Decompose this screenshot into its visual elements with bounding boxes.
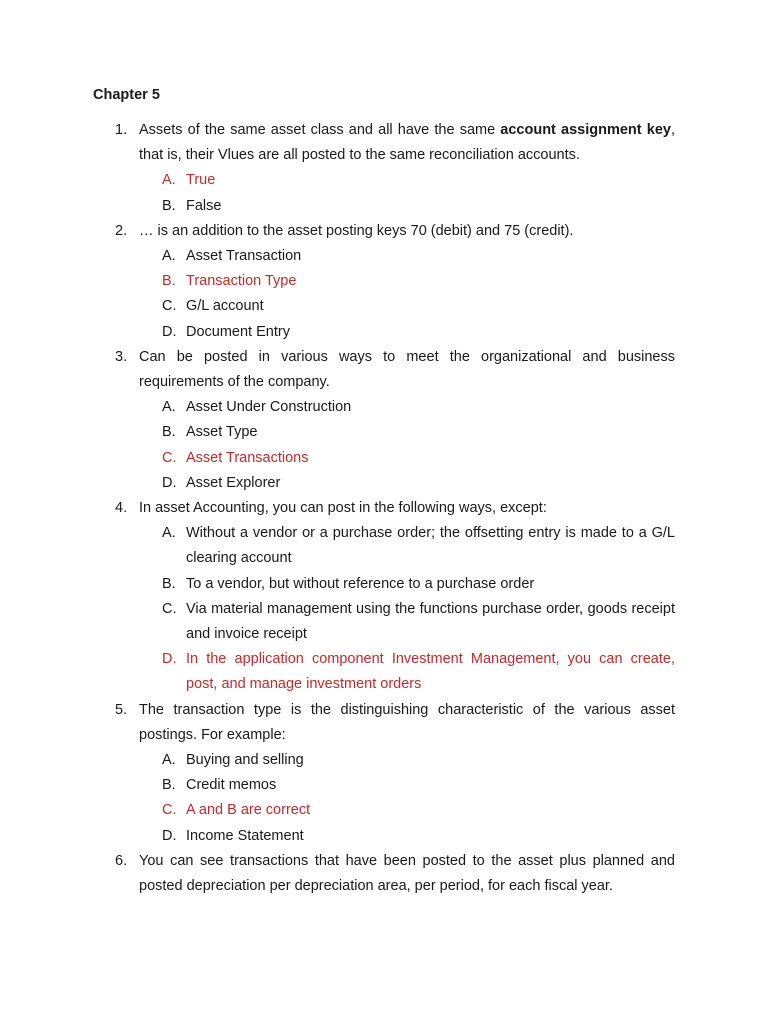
chapter-title: Chapter 5 <box>93 87 160 103</box>
option-text: G/L account <box>186 298 264 315</box>
option-text: In the application component Investment Management, you can create, post, and manage investment orders <box>186 651 675 693</box>
option-text: Buying and selling <box>186 752 304 769</box>
option-text: False <box>186 197 222 214</box>
option-letter: C. <box>162 449 177 466</box>
question-number: 6. <box>115 852 128 869</box>
answer-option <box>0 194 768 219</box>
question-text: Assets of the same asset class and all have the same account assignment key, that is, their Vlues are all posted to the same reconciliation accounts. <box>139 122 676 164</box>
option-letter: B. <box>162 273 176 290</box>
question-number: 1. <box>115 122 128 138</box>
question-number: 2. <box>115 222 128 239</box>
option-text: Credit memos <box>186 777 277 794</box>
answer-option-correct <box>0 798 768 823</box>
option-letter: B. <box>162 777 176 794</box>
answer-option <box>0 320 768 345</box>
option-letter: A. <box>162 525 176 542</box>
option-letter: B. <box>162 575 176 592</box>
option-text: Document Entry <box>186 323 290 340</box>
answer-option <box>0 597 768 647</box>
option-letter: D. <box>162 323 177 340</box>
answer-option <box>0 572 768 597</box>
question-5 <box>0 698 768 748</box>
option-letter: A. <box>162 248 176 265</box>
option-letter: A. <box>162 399 176 416</box>
question-text: … is an addition to the asset posting keys 70 (debit) and 75 (credit). <box>139 222 574 239</box>
option-text: Asset Explorer <box>186 474 281 491</box>
question-2 <box>0 219 768 244</box>
answer-option-correct <box>0 269 768 294</box>
answer-option <box>0 521 768 571</box>
option-text: Transaction Type <box>186 273 297 290</box>
question-6 <box>0 849 768 899</box>
option-text: Asset Type <box>186 424 258 441</box>
question-text: You can see transactions that have been posted to the asset plus planned and posted depreciation per depreciation area, per period, for each fiscal year. <box>139 852 675 895</box>
option-text: A and B are correct <box>186 802 311 819</box>
option-text: Asset Transaction <box>186 248 302 265</box>
answer-option <box>0 420 768 445</box>
answer-option <box>0 294 768 319</box>
bold-term: account assignment <box>500 122 642 138</box>
bold-term: key <box>646 122 671 138</box>
option-text: Without a vendor or a purchase order; the offsetting entry is made to a G/L clearing account <box>186 525 675 567</box>
option-text: True <box>186 172 216 189</box>
option-text: Income Statement <box>186 827 304 844</box>
answer-option <box>0 244 768 269</box>
question-number: 5. <box>115 701 128 718</box>
answer-option <box>0 395 768 420</box>
question-list <box>0 118 768 899</box>
option-letter: A. <box>162 172 176 189</box>
option-letter: A. <box>162 752 176 769</box>
option-text: Asset Transactions <box>186 449 309 466</box>
answer-option-correct <box>0 647 768 697</box>
answer-option-correct <box>0 168 768 193</box>
option-text: To a vendor, but without reference to a purchase order <box>186 575 535 592</box>
question-3 <box>0 345 768 395</box>
option-text: Asset Under Construction <box>186 399 352 416</box>
question-1 <box>0 118 768 168</box>
question-text: Can be posted in various ways to meet the organizational and business requirements of the company. <box>139 348 675 391</box>
option-letter: C. <box>162 298 177 315</box>
option-text: Via material management using the functions purchase order, goods receipt and invoice receipt <box>186 600 675 643</box>
option-letter: D. <box>162 827 177 844</box>
option-letter: D. <box>162 651 177 668</box>
question-number: 3. <box>115 348 128 365</box>
question-text: The transaction type is the distinguishing characteristic of the various asset postings. For example: <box>139 701 675 743</box>
option-letter: C. <box>162 600 177 617</box>
answer-option-correct <box>0 446 768 471</box>
question-4 <box>0 496 768 521</box>
answer-option <box>0 471 768 496</box>
answer-option <box>0 748 768 773</box>
option-letter: B. <box>162 197 176 214</box>
question-text: In asset Accounting, you can post in the following ways, except: <box>139 500 547 517</box>
answer-option <box>0 824 768 849</box>
option-letter: C. <box>162 802 177 819</box>
question-number: 4. <box>115 500 128 517</box>
option-letter: D. <box>162 474 177 491</box>
option-letter: B. <box>162 424 176 441</box>
answer-option <box>0 773 768 798</box>
